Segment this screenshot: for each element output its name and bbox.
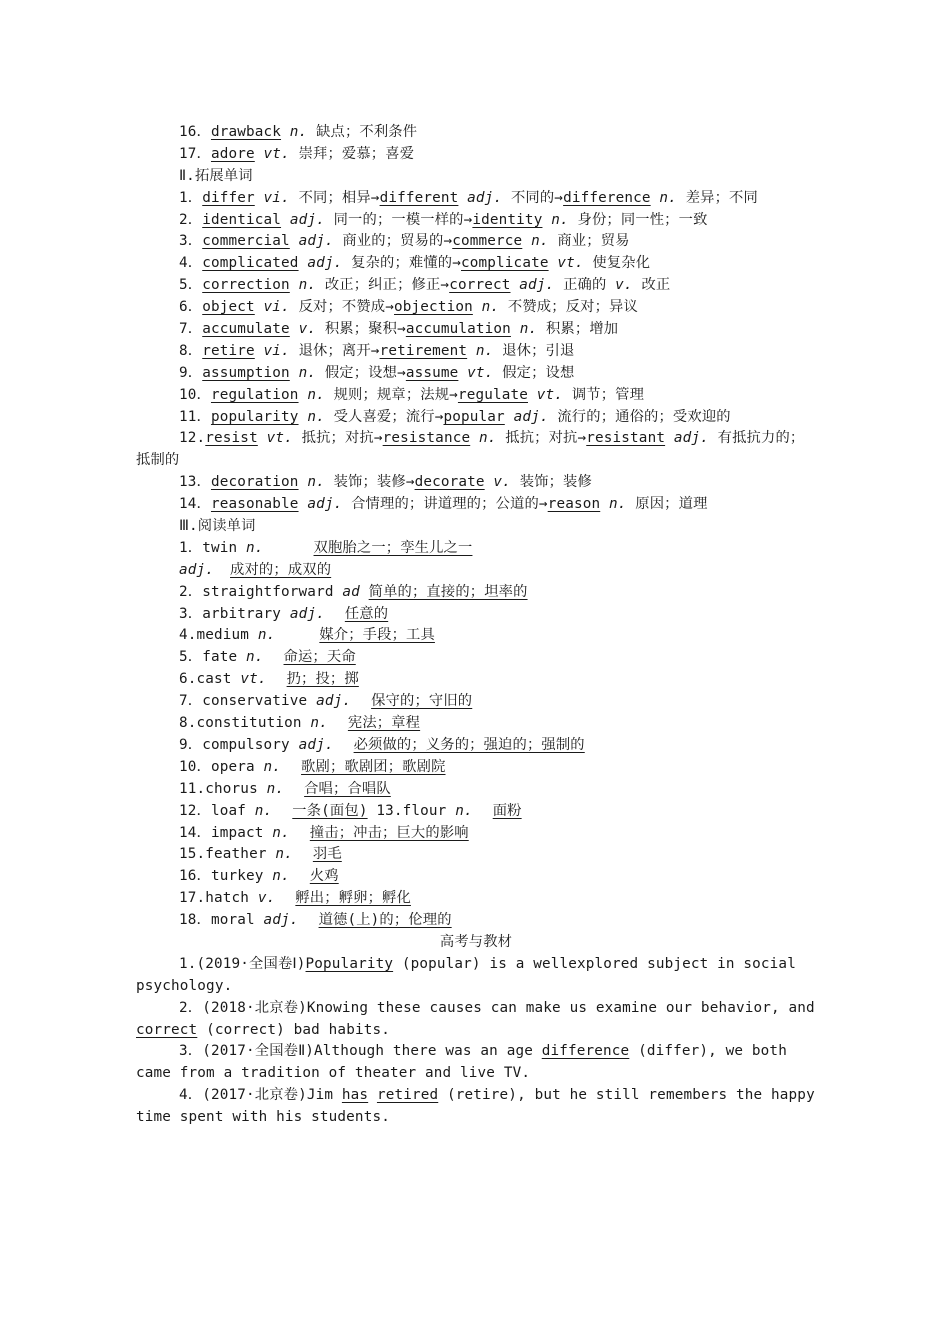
- derived-word: regulate: [457, 386, 528, 403]
- vocab-word: regulation: [210, 386, 299, 403]
- meaning: 有抵抗力的；: [717, 430, 805, 447]
- part-of-speech: n.: [298, 364, 317, 381]
- meaning: 改正；纠正；修正→: [324, 277, 450, 294]
- vocab-word: identical: [202, 211, 282, 228]
- item-number: 10．: [179, 386, 211, 403]
- part-of-speech: n.: [257, 627, 276, 644]
- answer: 保守的；守旧的: [371, 693, 473, 710]
- meaning: 正确的: [563, 277, 607, 294]
- derived-word: retirement: [379, 342, 468, 359]
- part-of-speech: n.: [272, 824, 290, 841]
- continuation-line: came from a tradition of theater and live TV.: [136, 1065, 531, 1082]
- part-of-speech: n.: [455, 802, 473, 819]
- derived-word: popular: [443, 408, 505, 425]
- reading-item: [136, 888, 816, 910]
- vocab-word: adore: [210, 145, 255, 162]
- item-number: 3．: [179, 605, 203, 622]
- reading-item: [136, 866, 816, 888]
- vocab-word: drawback: [210, 124, 282, 140]
- part-of-speech: adj.: [307, 255, 343, 272]
- section-heading: 高考与教材: [439, 933, 513, 950]
- answer: 火鸡: [309, 868, 339, 885]
- meaning: 规则；规章；法规→: [333, 386, 458, 403]
- exam-question: [136, 1041, 816, 1063]
- reading-word: compulsory: [202, 736, 290, 753]
- question-text: (retire), but he still remembers the happy: [438, 1087, 815, 1104]
- answer: 羽毛: [312, 846, 342, 863]
- part-of-speech: vi.: [263, 189, 290, 206]
- question-text: (popular) is a wellexplored subject in social: [393, 955, 796, 972]
- part-of-speech: adj.: [289, 211, 325, 228]
- part-of-speech: n.: [246, 649, 264, 666]
- question-source: 1.(2019·全国卷Ⅰ): [179, 955, 306, 972]
- part-of-speech: n.: [307, 474, 325, 491]
- item-number: 2．: [179, 211, 203, 228]
- vocab-item: [136, 144, 816, 166]
- vocab-item: [136, 407, 816, 429]
- derived-word: identity: [472, 211, 543, 228]
- part-of-speech: n.: [307, 408, 325, 425]
- continuation-line: [136, 1020, 816, 1042]
- part-of-speech: vi.: [263, 299, 290, 316]
- meaning: 抵抗；对抗→: [301, 430, 383, 447]
- item-number: 5．: [179, 277, 203, 294]
- item-number: 9．: [179, 736, 203, 753]
- part-of-speech: n.: [609, 496, 627, 513]
- answer: 必须做的；义务的；强迫的；强制的: [353, 736, 585, 753]
- answer: difference: [541, 1043, 630, 1060]
- part-of-speech: adj.: [179, 561, 215, 578]
- vocab-word: popularity: [210, 408, 299, 425]
- item-number: 12．: [179, 802, 211, 819]
- answer: 合唱；合唱队: [304, 780, 391, 797]
- part-of-speech: n.: [531, 233, 549, 250]
- document-content: [136, 122, 816, 1129]
- part-of-speech: vt.: [240, 671, 267, 688]
- item-number: 7．: [179, 321, 203, 338]
- vocab-word: differ: [202, 189, 255, 206]
- meaning: 退休；引退: [502, 342, 575, 359]
- item-number: 13．: [179, 474, 211, 491]
- part-of-speech: adj.: [298, 736, 334, 753]
- part-of-speech: adj.: [467, 189, 503, 206]
- question-text: 4．(2017·北京卷)Jim: [179, 1087, 342, 1104]
- answer: 面粉: [492, 802, 522, 819]
- item-number: 15.: [179, 846, 206, 863]
- part-of-speech: n.: [475, 342, 494, 359]
- vocab-item: [136, 494, 816, 516]
- part-of-speech: n.: [246, 539, 264, 556]
- vocab-word: assumption: [202, 364, 290, 381]
- reading-item: [136, 691, 816, 713]
- meaning: 退休；离开→: [298, 342, 380, 359]
- part-of-speech: v.: [615, 277, 633, 294]
- exam-question: [136, 998, 816, 1020]
- item-number: 2．: [179, 583, 203, 600]
- continuation-line: time spent with his students.: [136, 1109, 390, 1126]
- answer: 道德(上)的；伦理的: [318, 912, 452, 929]
- answer: 一条(面包): [292, 802, 368, 819]
- derived-word: complicate: [461, 255, 549, 272]
- continuation-line: 抵制的: [136, 452, 180, 469]
- meaning: 反对；不赞成→: [298, 299, 395, 316]
- vocab-word: accumulate: [202, 321, 290, 338]
- part-of-speech: n.: [478, 430, 497, 447]
- vocab-item: [136, 188, 816, 210]
- vocab-item: [136, 385, 816, 407]
- part-of-speech: v.: [257, 890, 276, 907]
- meaning: 使复杂化: [592, 255, 651, 272]
- vocab-word: correction: [202, 277, 290, 294]
- reading-word: chorus: [205, 780, 258, 797]
- part-of-speech: adj.: [298, 233, 334, 250]
- answer: 简单的；直接的；坦率的: [368, 583, 528, 600]
- answer: 命运；天命: [283, 649, 356, 666]
- vocab-item: [136, 275, 816, 297]
- item-number: 10．: [179, 758, 211, 775]
- item-number: 17．: [179, 145, 211, 162]
- reading-item: [136, 560, 816, 582]
- part-of-speech: n.: [272, 868, 290, 885]
- meaning: 装饰；装修→: [333, 474, 415, 491]
- reading-word: arbitrary: [202, 605, 282, 622]
- meaning: 不同；相异→: [298, 189, 380, 206]
- item-number: 1．: [179, 539, 203, 556]
- item-number: 12.: [179, 430, 206, 447]
- meaning: 调节；管理: [571, 386, 645, 403]
- part-of-speech: n.: [254, 802, 273, 819]
- part-of-speech: adj.: [263, 912, 299, 929]
- reading-word: moral: [210, 912, 255, 929]
- reading-word: medium: [196, 627, 250, 644]
- meaning: 不赞成；反对；异议: [507, 299, 638, 316]
- reading-word: fate: [202, 649, 238, 666]
- item-number: 6．: [179, 299, 203, 316]
- reading-word: loaf: [210, 802, 246, 819]
- reading-word: constitution: [196, 715, 302, 732]
- item-number: 9．: [179, 364, 203, 381]
- meaning: 崇拜；爱慕；喜爱: [298, 145, 415, 162]
- continuation-line: psychology.: [136, 977, 233, 994]
- answer: 双胞胎之一；孪生儿之一: [313, 539, 473, 556]
- answer: Popularity: [305, 955, 394, 972]
- reading-word: straightforward: [202, 583, 334, 600]
- vocab-item: [136, 341, 816, 363]
- reading-item: [136, 801, 816, 823]
- reading-word: flour: [402, 802, 447, 819]
- answer: 歌剧；歌剧团；歌剧院: [301, 758, 446, 775]
- part-of-speech: adj.: [307, 496, 343, 513]
- reading-word: feather: [205, 846, 267, 863]
- answer: 媒介；手段；工具: [319, 627, 435, 644]
- part-of-speech: adj.: [519, 277, 555, 294]
- vocab-item: [136, 231, 816, 253]
- meaning: 积累；聚积→: [324, 321, 406, 338]
- reading-item: [136, 844, 816, 866]
- derived-word: accumulation: [405, 321, 511, 338]
- vocab-item: [136, 297, 816, 319]
- answer: retired: [376, 1087, 439, 1104]
- item-number: 4．: [179, 255, 203, 272]
- part-of-speech: vi.: [263, 342, 290, 359]
- part-of-speech: n.: [266, 780, 285, 797]
- vocab-word: complicated: [202, 255, 299, 272]
- part-of-speech: vt.: [266, 430, 293, 447]
- answer: 任意的: [344, 605, 389, 622]
- reading-item: [136, 910, 816, 932]
- answer: correct: [136, 1021, 198, 1038]
- reading-item: [136, 735, 816, 757]
- meaning: 流行的；通俗的；受欢迎的: [557, 408, 731, 425]
- part-of-speech: vt.: [557, 255, 584, 272]
- meaning: 商业的；贸易的→: [342, 233, 453, 250]
- part-of-speech: n.: [519, 321, 538, 338]
- part-of-speech: adj.: [513, 408, 549, 425]
- meaning: 身份；同一性；一致: [577, 211, 708, 228]
- derived-word: resistance: [382, 430, 471, 447]
- meaning: 合情理的；讲道理的；公道的→: [351, 496, 548, 513]
- derived-word: different: [379, 189, 459, 206]
- derived-word: assume: [405, 364, 459, 381]
- vocab-item: [136, 363, 816, 385]
- meaning: 积累；增加: [545, 321, 619, 338]
- reading-item: [136, 647, 816, 669]
- part-of-speech: v.: [493, 474, 511, 491]
- reading-item: [136, 779, 816, 801]
- question-text: (differ), we both: [629, 1043, 787, 1060]
- reading-word: cast: [196, 671, 232, 688]
- part-of-speech: n.: [310, 715, 328, 732]
- part-of-speech: n.: [481, 299, 500, 316]
- reading-item: [136, 669, 816, 691]
- part-of-speech: v.: [298, 321, 317, 338]
- question-text: 3．(2017·全国卷Ⅱ)Although there was an age: [179, 1043, 542, 1060]
- reading-item: [136, 604, 816, 626]
- reading-item: [136, 538, 816, 560]
- vocab-word: object: [202, 299, 255, 316]
- answer: has: [341, 1087, 369, 1104]
- part-of-speech: vt.: [263, 145, 290, 162]
- meaning: 商业；贸易: [557, 233, 630, 250]
- answer: 撞击；冲击；巨大的影响: [309, 824, 469, 841]
- reading-word: impact: [210, 824, 264, 841]
- item-number: 14．: [179, 496, 211, 513]
- item-number: 7．: [179, 693, 203, 710]
- derived-word: objection: [394, 299, 473, 316]
- vocab-word: reasonable: [210, 496, 299, 513]
- meaning: 受人喜爱；流行→: [333, 408, 444, 425]
- reading-item: [136, 823, 816, 845]
- part-of-speech: n.: [289, 124, 308, 140]
- part-of-speech: adj.: [673, 430, 709, 447]
- answer: 宪法；章程: [347, 715, 421, 732]
- vocab-word: decoration: [210, 474, 299, 491]
- reading-word: twin: [202, 539, 238, 556]
- part-of-speech: n.: [263, 758, 282, 775]
- item-number: 11.: [179, 780, 206, 797]
- section-heading: Ⅲ.阅读单词: [179, 518, 256, 535]
- reading-word: hatch: [205, 890, 250, 907]
- item-number: 4.: [179, 627, 197, 644]
- item-number: 5．: [179, 649, 203, 666]
- section-heading: Ⅱ.拓展单词: [179, 167, 253, 184]
- item-number: 6.: [179, 671, 197, 688]
- item-number: 16．: [179, 868, 211, 885]
- reading-item: [136, 713, 816, 735]
- vocab-item: [136, 428, 816, 450]
- meaning: 差异；不同: [685, 189, 758, 206]
- derived-word: correct: [449, 277, 511, 294]
- part-of-speech: vt.: [467, 364, 494, 381]
- item-number: 11．: [179, 408, 211, 425]
- part-of-speech: n.: [551, 211, 569, 228]
- meaning: 原因；道理: [635, 496, 708, 513]
- meaning: 不同的→: [510, 189, 564, 206]
- item-number: 1．: [179, 189, 203, 206]
- meaning: 改正: [641, 277, 671, 294]
- answer: 孵出；孵卵；孵化: [295, 890, 411, 907]
- part-of-speech: n.: [307, 386, 325, 403]
- derived-word: resistant: [586, 430, 666, 447]
- meaning: 抵抗；对抗→: [505, 430, 587, 447]
- meaning: 假定；设想: [502, 364, 575, 381]
- question-text: (correct) bad habits.: [197, 1021, 390, 1038]
- item-number: 14．: [179, 824, 211, 841]
- derived-word: decorate: [414, 474, 485, 491]
- derived-word: difference: [563, 189, 651, 206]
- derived-word: reason: [547, 496, 601, 513]
- reading-item: [136, 582, 816, 604]
- item-number: 8．: [179, 342, 203, 359]
- vocab-item: [136, 319, 816, 341]
- item-number: 8.: [179, 715, 197, 732]
- answer: 成对的；成双的: [230, 561, 332, 578]
- item-number: 16．: [179, 124, 211, 140]
- vocab-word: resist: [205, 430, 258, 447]
- reading-item: [136, 625, 816, 647]
- part-of-speech: n.: [659, 189, 677, 206]
- item-number: 3．: [179, 233, 203, 250]
- item-number: 18．: [179, 912, 211, 929]
- part-of-speech: vt.: [536, 386, 564, 403]
- item-number: 13.: [376, 802, 403, 819]
- part-of-speech: n.: [275, 846, 293, 863]
- exam-question: [136, 954, 816, 976]
- part-of-speech: adj.: [316, 693, 352, 710]
- part-of-speech: n.: [298, 277, 317, 294]
- exam-question: [136, 1085, 816, 1107]
- part-of-speech: adj.: [289, 605, 325, 622]
- answer: 扔；投；掷: [286, 671, 359, 688]
- reading-word: turkey: [210, 868, 264, 885]
- meaning: 装饰；装修: [519, 474, 592, 491]
- meaning: 假定；设想→: [324, 364, 406, 381]
- reading-word: opera: [210, 758, 255, 775]
- vocab-item: [136, 472, 816, 494]
- vocab-word: retire: [202, 342, 255, 359]
- meaning: 缺点；不利条件: [316, 124, 418, 140]
- meaning: 同一的；一模一样的→: [333, 211, 473, 228]
- derived-word: commerce: [452, 233, 523, 250]
- reading-item: [136, 757, 816, 779]
- vocab-item: [136, 253, 816, 275]
- part-of-speech: ad: [342, 583, 360, 600]
- vocab-item: [136, 210, 816, 232]
- item-number: 17.: [179, 890, 206, 907]
- meaning: 复杂的；难懂的→: [351, 255, 462, 272]
- question-text: 2．(2018·北京卷)Knowing these causes can make us examine our behavior, and: [179, 999, 815, 1016]
- vocab-item: [136, 122, 816, 144]
- reading-word: conservative: [202, 693, 308, 710]
- vocab-word: commercial: [202, 233, 290, 250]
